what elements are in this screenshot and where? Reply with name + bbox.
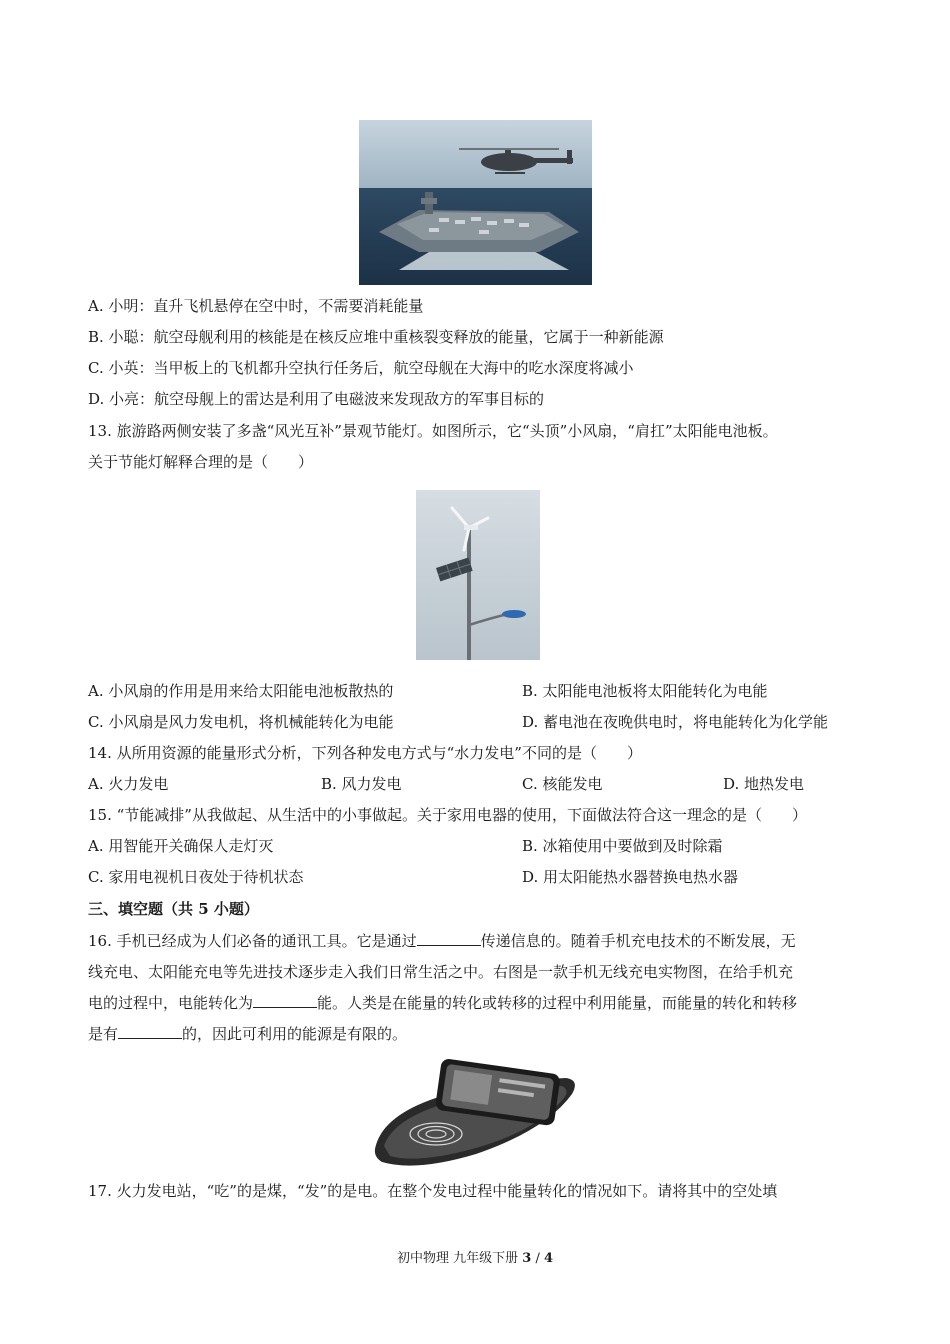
q12-option-b: B. 小聪：航空母舰利用的核能是在核反应堆中重核裂变释放的能量，它属于一种新能源 [88, 328, 664, 346]
q14-option-b: B. 风力发电 [321, 775, 402, 793]
q16-text: 是有 [88, 1025, 119, 1043]
wireless-charger-photo [366, 1050, 582, 1172]
q12-option-a: A. 小明：直升飞机悬停在空中时，不需要消耗能量 [88, 297, 424, 315]
q16-line4 [88, 1024, 407, 1044]
answer-blank[interactable] [417, 931, 481, 946]
q13-option-c: C. 小风扇是风力发电机，将机械能转化为电能 [88, 713, 394, 731]
q14-stem: 14. 从所用资源的能量形式分析，下列各种发电方式与“水力发电”不同的是（ ） [88, 744, 642, 762]
q15-option-d: D. 用太阳能热水器替换电热水器 [522, 868, 739, 886]
q13-option-d: D. 蓄电池在夜晚供电时，将电能转化为化学能 [522, 713, 829, 731]
q16-text: 的，因此可利用的能源是有限的。 [182, 1025, 408, 1043]
q13-stem-line2: 关于节能灯解释合理的是（ ） [88, 453, 314, 471]
page-separator: / [531, 1251, 544, 1266]
q14-option-d: D. 地热发电 [723, 775, 805, 793]
q15-option-c: C. 家用电视机日夜处于待机状态 [88, 868, 304, 886]
q16-line1 [88, 931, 796, 951]
page-total: 4 [543, 1251, 554, 1266]
q12-option-d: D. 小亮：航空母舰上的雷达是利用了电磁波来发现敌方的军事目标的 [88, 390, 545, 408]
q17-line1: 17. 火力发电站，“吃”的是煤，“发”的是电。在整个发电过程中能量转化的情况如下。请将其中的空处填 [88, 1182, 778, 1200]
q13-option-a: A. 小风扇的作用是用来给太阳能电池板散热的 [88, 682, 394, 700]
q15-option-b: B. 冰箱使用中要做到及时除霜 [522, 837, 723, 855]
page-footer [0, 1247, 950, 1266]
q16-line3 [88, 993, 797, 1013]
aircraft-carrier-photo [359, 120, 592, 285]
q12-option-c: C. 小英：当甲板上的飞机都升空执行任务后，航空母舰在大海中的吃水深度将减小 [88, 359, 634, 377]
section-heading: 三、填空题（共 5 小题） [88, 900, 259, 918]
answer-blank[interactable] [118, 1024, 182, 1039]
q15-option-a: A. 用智能开关确保人走灯灭 [88, 837, 274, 855]
q16-text: 传递信息的。随着手机充电技术的不断发展，无 [480, 932, 796, 950]
q14-option-a: A. 火力发电 [88, 775, 169, 793]
q15-stem: 15. “节能减排”从我做起、从生活中的小事做起。关于家用电器的使用，下面做法符合这一理念的是（ ） [88, 806, 807, 824]
answer-blank[interactable] [253, 993, 317, 1008]
q14-option-c: C. 核能发电 [522, 775, 603, 793]
q16-text: 16. 手机已经成为人们必备的通讯工具。它是通过 [88, 932, 417, 950]
page-number: 3 [522, 1251, 532, 1266]
q16-line2: 线充电、太阳能充电等先进技术逐步走入我们日常生活之中。右图是一款手机无线充电实物图，在给手机充 [88, 963, 794, 981]
q16-text: 能。人类是在能量的转化或转移的过程中利用能量，而能量的转化和转移 [317, 994, 798, 1012]
q13-option-b: B. 太阳能电池板将太阳能转化为电能 [522, 682, 768, 700]
q16-text: 电的过程中，电能转化为 [88, 994, 254, 1012]
wind-solar-street-lamp-photo [416, 490, 540, 660]
q13-stem-line1: 13. 旅游路两侧安装了多盏“风光互补”景观节能灯。如图所示，它“头顶”小风扇，“肩扛”太阳能电池板。 [88, 422, 778, 440]
footer-text: 初中物理 九年级下册 [396, 1251, 519, 1266]
